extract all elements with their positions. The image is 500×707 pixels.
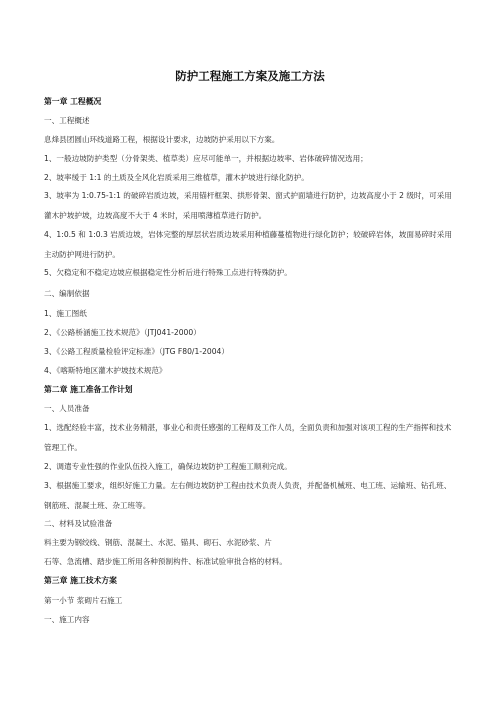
paragraph: 3、根据施工要求，组织好施工力量。左右侧边坡防护工程由技术负责人负责，并配备机械班、电工班、运输班、钻孔班、钢筋班、混凝土班、杂工班等。 <box>44 481 452 510</box>
paragraph: 5、欠稳定和不稳定边坡应根据稳定性分析后进行特殊工点进行特殊防护。 <box>44 268 292 277</box>
paragraph: 2、调遣专业性强的作业队伍投入施工，确保边坡防护工程施工顺利完成。 <box>44 462 292 471</box>
page-title: 防护工程施工方案及施工方法 <box>175 69 325 83</box>
section-heading: 二、材料及试验准备 <box>44 519 113 528</box>
section-heading: 一、人员准备 <box>44 404 90 413</box>
section-heading: 二、编制依据 <box>44 289 90 298</box>
list-item: 3、《公路工程质量检验评定标准》（JTG F80/1-2004） <box>44 347 229 356</box>
paragraph: 2、坡率缓于 1:1 的土质及全风化岩质采用三维植草，灌木护坡进行绿化防护。 <box>44 173 309 182</box>
section-heading: 一、工程概述 <box>44 116 90 125</box>
paragraph: 1、选配经验丰富，技术业务精湛，事业心和责任感强的工程师及工作人员，全面负责和加强对该项工程的生产指挥和技术管理工作。 <box>44 423 452 452</box>
paragraph: 3、坡率为 1:0.75-1:1 的破碎岩质边坡，采用锚杆框架、拱形骨架、窗式护面墙进行防护，边坡高度小于 2 级时，可采用灌木护坡护坡，边坡高度不大于 4 米时，采用喷薄植草进行防护。 <box>44 191 452 220</box>
chapter-2-heading: 第二章 施工准备工作计划 <box>44 385 133 394</box>
section-heading: 一、施工内容 <box>44 615 90 624</box>
chapter-1-heading: 第一章 工程概况 <box>44 97 102 106</box>
paragraph: 4、1:0.5 和 1:0.3 岩质边坡，岩体完整的厚层状岩质边坡采用种植藤蔓植物进行绿化防护；较破碎岩体，坡面易碎时采用主动防护网进行防护。 <box>44 230 452 259</box>
paragraph: 石等、急流槽、踏步施工所用各种预制构件、标准试验审批合格的材料。 <box>44 557 287 566</box>
list-item: 4、《喀斯特地区灌木护坡技术规范》 <box>44 366 167 375</box>
list-item: 2、《公路桥涵施工技术规范》（JTJ041-2000） <box>44 328 201 337</box>
chapter-3-heading: 第三章 施工技术方案 <box>44 576 117 585</box>
list-item: 1、施工图纸 <box>44 309 87 318</box>
paragraph: 1、一般边坡防护类型（分骨架类、植草类）应尽可能单一，并根据边坡率、岩体破碎情况选用； <box>44 154 368 163</box>
paragraph: 料主要为钢绞线、钢筋、混凝土、水泥、锚具、砌石、水泥砂浆、片 <box>44 538 272 547</box>
paragraph: 息烽县团圆山环线道路工程，根据设计要求，边坡防护采用以下方案。 <box>44 135 280 144</box>
subsection-heading: 第一小节 浆砌片石施工 <box>44 596 123 605</box>
